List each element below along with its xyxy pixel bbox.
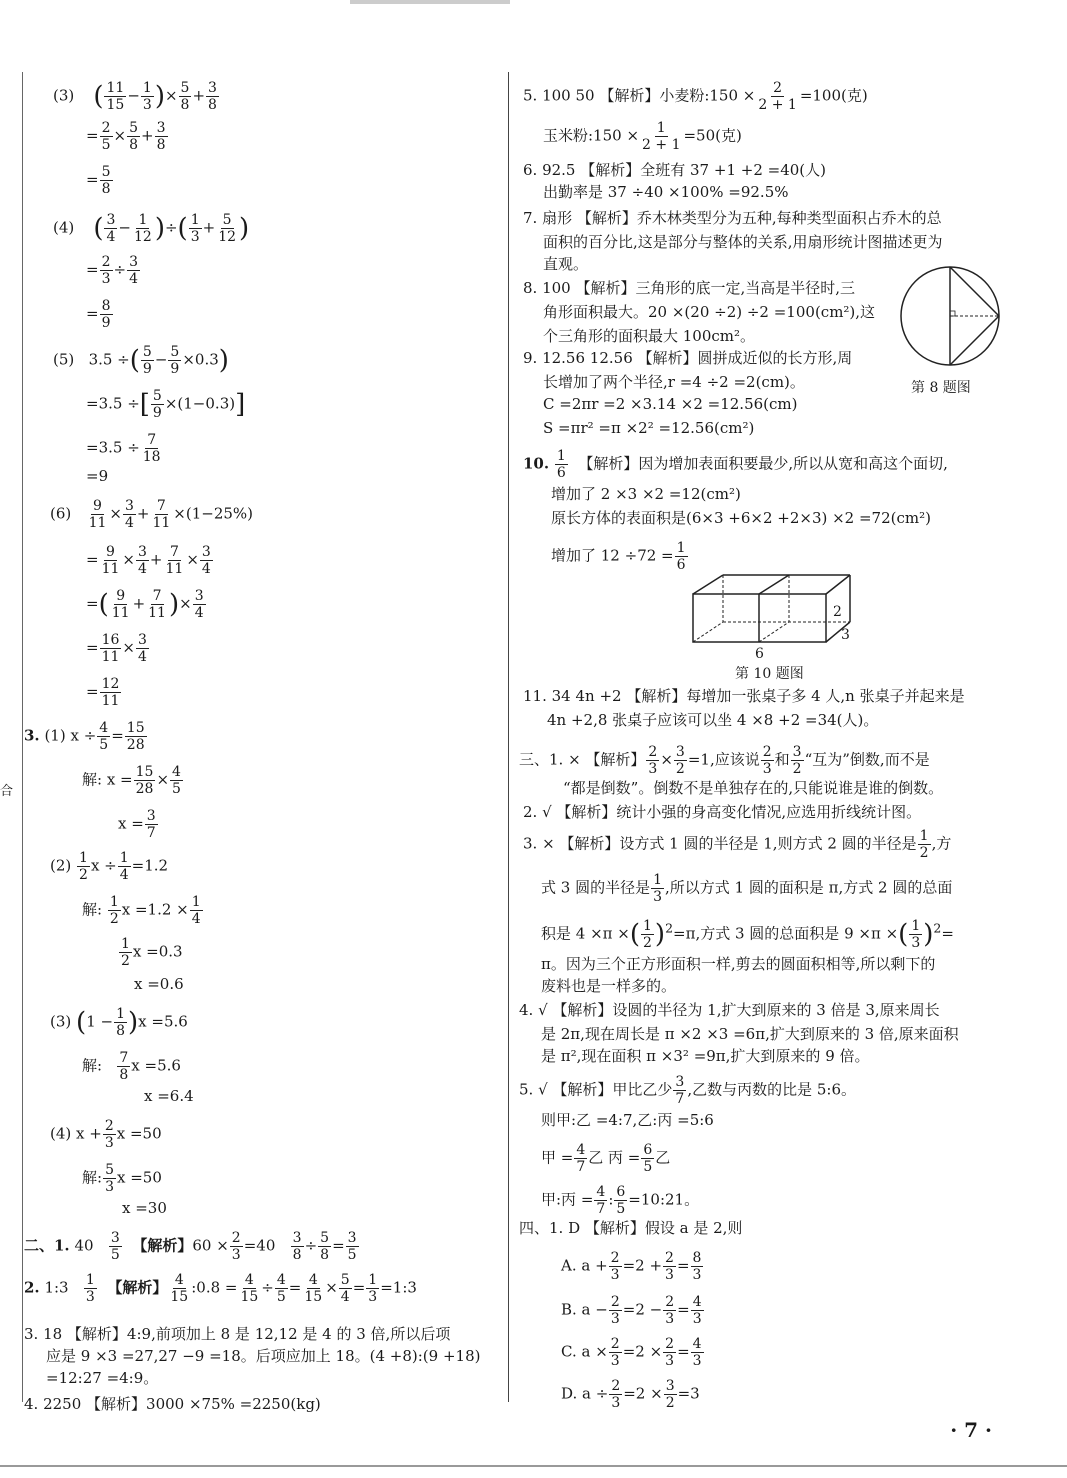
r9-line1: 9. 12.56 12.56 【解析】圆拼成近似的长方形,周 bbox=[523, 349, 853, 367]
p5-line2: =3.5 ÷[ $\frac{5}{9}$ ×(1−0.3)] bbox=[86, 388, 246, 421]
q3-2-line3: $\frac{1}{2}$ x =0.3 bbox=[121, 936, 183, 969]
left-margin-line bbox=[22, 72, 23, 1402]
q3-4-line2: 解: $\frac{5}{3}$ x =50 bbox=[82, 1162, 162, 1195]
p6-line1: (6) $\frac{9}{11}$ × $\frac{3}{4}$ + $\frac{7}{11}$ ×(1−25%) bbox=[50, 498, 254, 531]
p5-line3: =3.5 ÷ $\frac{7}{18}$ bbox=[86, 432, 161, 465]
s3-5-line4: 甲:丙 = $\frac{4}{7}$ : $\frac{6}{5}$ =10:21。 bbox=[541, 1184, 700, 1217]
fig8-caption: 第 8 题图 bbox=[911, 380, 971, 396]
q3-4-line3: x =30 bbox=[122, 1199, 167, 1217]
r8-line3: 个三角形的面积最大 100cm²。 bbox=[543, 327, 756, 345]
q3-1-line1: 3. (1) x ÷ $\frac{4}{5}$ = $\frac{15}{28}$ bbox=[24, 720, 145, 753]
r9-line2: 长增加了两个半径,r =4 ÷2 =2(cm)。 bbox=[543, 373, 805, 391]
r8-line2: 角形面积最大。20 ×(20 ÷2) ÷2 =100(cm²),这 bbox=[543, 303, 876, 321]
q3-2-line4: x =0.6 bbox=[134, 975, 184, 993]
s3-5-line1: 5. √ 【解析】甲比乙少 $\frac{3}{7}$ ,乙数与丙数的比是 5:6。 bbox=[519, 1074, 857, 1107]
s3-3-line4: π。因为三个正方形面积一样,剪去的圆面积相等,所以剩下的 bbox=[541, 955, 936, 973]
s2-4: 4. 2250 【解析】3000 ×75% =2250(kg) bbox=[24, 1395, 321, 1413]
s4-option-c: C. a × $\frac{2}{3}$ =2 × $\frac{2}{3}$ = $\frac{4}{3}$ bbox=[561, 1336, 702, 1369]
bottom-rule bbox=[0, 1465, 1067, 1467]
s3-5-line3: 甲 = $\frac{4}{7}$ 乙 丙 = $\frac{6}{5}$ 乙 bbox=[541, 1142, 671, 1175]
circle-triangle-figure bbox=[898, 264, 1003, 369]
r9-line3: C =2πr =2 ×3.14 ×2 =12.56(cm) bbox=[543, 395, 798, 413]
p6-line5: = $\frac{12}{11}$ bbox=[86, 676, 120, 709]
q3-3-line1: (3) (1 − $\frac{1}{8}$ )x =5.6 bbox=[50, 1006, 188, 1039]
q3-4-line1: (4) x + $\frac{2}{3}$ x =50 bbox=[50, 1118, 162, 1151]
q3-1-line2: 解: x = $\frac{15}{28}$ × $\frac{4}{5}$ bbox=[82, 764, 181, 797]
fig10-caption: 第 10 题图 bbox=[735, 666, 804, 682]
q3-3-line3: x =6.4 bbox=[144, 1087, 194, 1105]
fig10-dim-length: 6 bbox=[755, 646, 764, 662]
p4-line3: = $\frac{8}{9}$ bbox=[86, 298, 111, 331]
s3-3-line3: 积是 4 ×π ×( $\frac{1}{2}$ )$^2$=π,方式 3 圆的总面积是 9 ×π ×( $\frac{1}{3}$ )$^2$= bbox=[541, 918, 954, 951]
s3-3-line1: 3. × 【解析】设方式 1 圆的半径是 1,则方式 2 圆的半径是 $\frac{1}{2}$ ,方 bbox=[523, 828, 952, 861]
s4-1: 四、1. D 【解析】假设 a 是 2,则 bbox=[519, 1219, 743, 1237]
s4-option-a: A. a + $\frac{2}{3}$ =2 + $\frac{2}{3}$ = $\frac{8}{3}$ bbox=[561, 1250, 702, 1283]
r7-line2: 面积的百分比,这是部分与整体的关系,用扇形统计图描述更为 bbox=[543, 233, 943, 251]
s3-3-line2: 式 3 圆的半径是 $\frac{1}{3}$ ,所以方式 1 圆的面积是 π,方式 2 圆的总面 bbox=[541, 872, 953, 905]
r10-line3: 原长方体的表面积是(6×3 +6×2 +2×3) ×2 =72(cm²) bbox=[551, 509, 931, 527]
r5-line2: 玉米粉:150 × $\frac{1}{2 + 1}$ =50(克) bbox=[543, 120, 742, 153]
q3-3-line2: 解: $\frac{7}{8}$ x =5.6 bbox=[82, 1050, 181, 1083]
s3-5-line2: 则甲:乙 =4:7,乙:丙 =5:6 bbox=[541, 1111, 714, 1129]
r10-line4: 增加了 12 ÷72 = $\frac{1}{6}$ bbox=[551, 540, 686, 573]
p6-line2: = $\frac{9}{11}$ × $\frac{3}{4}$ + $\frac{7}{11}$ × $\frac{3}{4}$ bbox=[86, 544, 211, 577]
column-divider bbox=[508, 72, 509, 1402]
p5-line4: =9 bbox=[86, 467, 109, 485]
margin-char: 合 bbox=[0, 784, 14, 799]
r7-line1: 7. 扇形 【解析】乔木林类型分为五种,每种类型面积占乔木的总 bbox=[523, 209, 942, 227]
r10-line1: 10. $\frac{1}{6}$ 【解析】因为增加表面积要最少,所以从宽和高这个面切, bbox=[523, 448, 948, 481]
r7-line3: 直观。 bbox=[543, 255, 589, 273]
r6-line1: 6. 92.5 【解析】全班有 37 +1 +2 =40(人) bbox=[523, 161, 826, 179]
s3-4-line1: 4. √ 【解析】设圆的半径为 1,扩大到原来的 3 倍是 3,原来周长 bbox=[519, 1001, 940, 1019]
p5-line1: (5) 3.5 ÷( $\frac{5}{9}$ − $\frac{5}{9}$ ×0.3) bbox=[53, 344, 229, 377]
s3-4-line3: 是 π²,现在面积 π ×3² =9π,扩大到原来的 9 倍。 bbox=[541, 1047, 870, 1065]
s3-1-line1: 三、1. × 【解析】 $\frac{2}{3}$ × $\frac{3}{2}$ =1,应该说 $\frac{2}{3}$ 和 $\frac{3}{2}$ “互为”倒数,而不是 bbox=[519, 744, 930, 777]
p6-line3: =( $\frac{9}{11}$ + $\frac{7}{11}$ )× $\frac{3}{4}$ bbox=[86, 588, 204, 621]
q3-2-line2: 解: $\frac{1}{2}$ x =1.2 × $\frac{1}{4}$ bbox=[82, 894, 201, 927]
r8-line1: 8. 100 【解析】三角形的底一定,当高是半径时,三 bbox=[523, 279, 856, 297]
s2-1: 二、1. 40 $\frac{3}{5}$ 【解析】60 × $\frac{2}{3}$ =40 $\frac{3}{8}$ ÷ $\frac{5}{8}$ = $\frac{3}{5}$ bbox=[24, 1230, 357, 1263]
p4-line1: (4) ( $\frac{3}{4}$ − $\frac{1}{12}$ )÷( $\frac{1}{3}$ + $\frac{5}{12}$ ) bbox=[53, 212, 250, 245]
q3-2-line1: (2) $\frac{1}{2}$ x ÷ $\frac{1}{4}$ =1.2 bbox=[50, 850, 169, 883]
s3-1-line2: “都是倒数”。倒数不是单独存在的,只能说谁是谁的倒数。 bbox=[563, 779, 944, 797]
s4-option-b: B. a − $\frac{2}{3}$ =2 − $\frac{2}{3}$ = $\frac{4}{3}$ bbox=[561, 1294, 702, 1327]
s3-4-line2: 是 2π,现在周长是 π ×2 ×3 =6π,扩大到原来的 3 倍,原来面积 bbox=[541, 1025, 959, 1043]
p3-line2: = $\frac{2}{5}$ × $\frac{5}{8}$ + $\frac{3}{8}$ bbox=[86, 120, 166, 153]
s4-option-d: D. a ÷ $\frac{2}{3}$ =2 × $\frac{3}{2}$ =3 bbox=[561, 1378, 700, 1411]
r10-line2: 增加了 2 ×3 ×2 =12(cm²) bbox=[551, 485, 741, 503]
s3-2: 2. √ 【解析】统计小强的身高变化情况,应选用折线统计图。 bbox=[523, 803, 922, 821]
p4-line2: = $\frac{2}{3}$ ÷ $\frac{3}{4}$ bbox=[86, 254, 138, 287]
s2-3-line1: 3. 18 【解析】4:9,前项加上 8 是 12,12 是 4 的 3 倍,所以后项 bbox=[24, 1325, 451, 1343]
r11-line2: 4n +2,8 张桌子应该可以坐 4 ×8 +2 =34(人)。 bbox=[547, 711, 879, 729]
r9-line4: S =πr² =π ×2² =12.56(cm²) bbox=[543, 419, 755, 437]
r11-line1: 11. 34 4n +2 【解析】每增加一张桌子多 4 人,n 张桌子并起来是 bbox=[523, 687, 965, 705]
p3-line1: (3) ( $\frac{11}{15}$ − $\frac{1}{3}$ )× $\frac{5}{8}$ + $\frac{3}{8}$ bbox=[53, 80, 217, 113]
page-number: · 7 · bbox=[950, 1418, 992, 1442]
s2-2: 2. 1:3 $\frac{1}{3}$ 【解析】 $\frac{4}{15}$ :0.8 = $\frac{4}{15}$ ÷ $\frac{4}{5}$ = $\frac{4}{15}$ × $\frac{5}{4}$ = $\frac{1}{3}$ =1:3 bbox=[24, 1272, 417, 1305]
s2-3-line2: 应是 9 ×3 =27,27 −9 =18。后项应加上 18。(4 +8):(9 +18) bbox=[46, 1347, 481, 1365]
r5-line1: 5. 100 50 【解析】小麦粉:150 × $\frac{2}{2 + 1}$ =100(克) bbox=[523, 80, 868, 113]
fig10-dim-height: 2 bbox=[833, 604, 842, 620]
top-edge-mark bbox=[350, 0, 510, 4]
p6-line4: = $\frac{16}{11}$ × $\frac{3}{4}$ bbox=[86, 632, 147, 665]
fig10-dim-width: 3 bbox=[841, 627, 850, 643]
s3-3-line5: 废料也是一样多的。 bbox=[541, 977, 677, 995]
p3-line3: = $\frac{5}{8}$ bbox=[86, 164, 111, 197]
r6-line2: 出勤率是 37 ÷40 ×100% =92.5% bbox=[543, 183, 789, 201]
s2-3-line3: =12:27 =4:9。 bbox=[46, 1369, 159, 1387]
q3-1-line3: x = $\frac{3}{7}$ bbox=[118, 808, 156, 841]
